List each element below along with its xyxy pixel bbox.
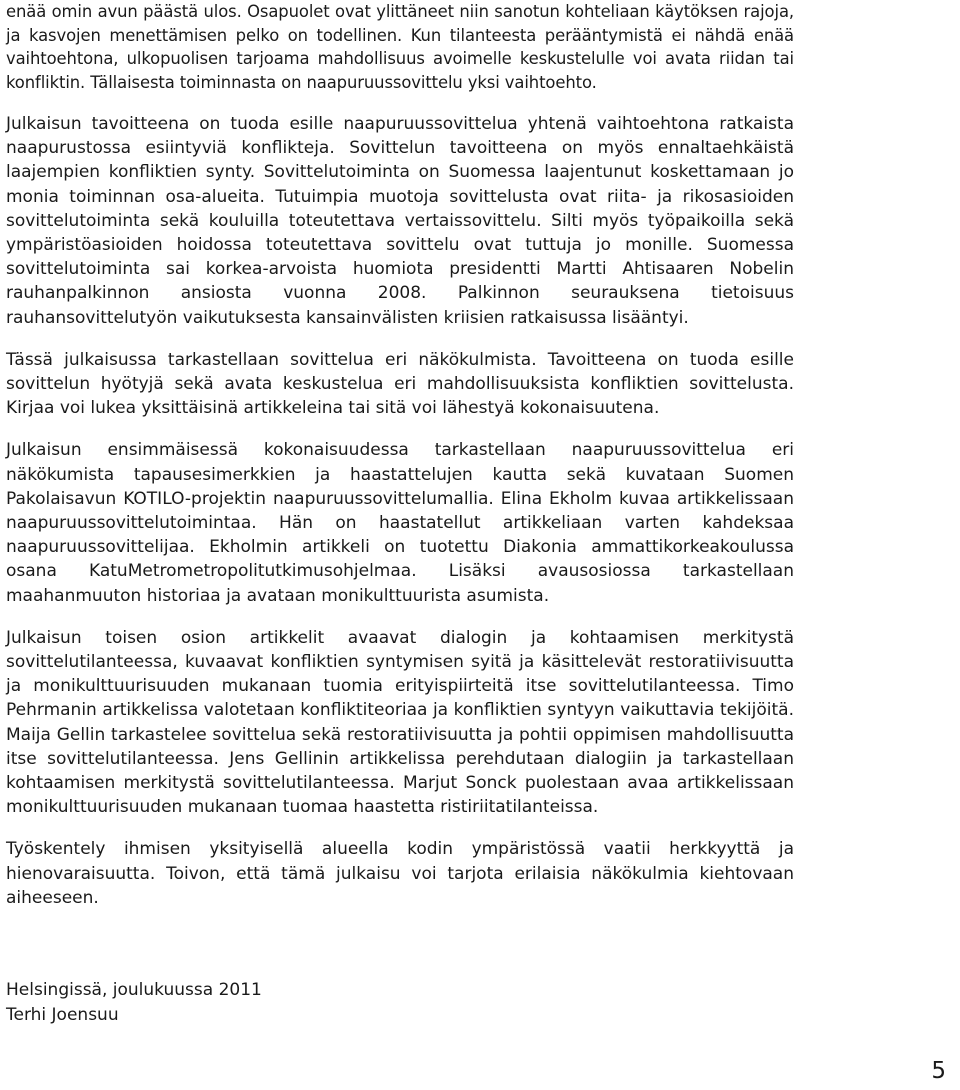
paragraph-gap (6, 330, 794, 348)
document-body (6, 0, 794, 910)
paragraph-closing: Työskentely ihmisen yksityisellä alueella kodin ympäristössä vaatii herkkyyttä ja hienovaraisuutta. Toivon, että tämä julkaisu voi tarjota erilaisia näkökulmia kiehtovaan aiheeseen. (6, 839, 794, 908)
paragraph-purpose: Julkaisun tavoitteena on tuoda esille naapuruussovittelua yhtenä vaihtoehtona ratkaista naapurustossa esiintyviä konflikteja. Sovittelun tavoitteena on myös ennaltaehkäistä laajempien konfliktien synty. Sovittelutoiminta on Suomessa laajentunut koskettamaan jo monia toiminnan osa-alueita. Tutuimpia muotoja sovittelusta ovat riita- ja rikosasioiden sovittelutoiminta sekä kouluilla toteutettava vertaissovittelu. Silti myös työpaikoilla sekä ympäristöasioiden hoidossa toteutettava sovittelu ovat tuttuja jo monille. Suomessa sovittelutoiminta sai korkea-arvoista huomiota presidentti Martti Ahtisaaren Nobelin rauhanpalkinnon ansiosta vuonna 2008. Palkinnon seurauksena tietoisuus rauhansovittelutyön vaikutuksesta kansainvälisten kriisien ratkaisussa lisääntyi. (6, 114, 794, 328)
paragraph-second-part: Julkaisun toisen osion artikkelit avaavat dialogin ja kohtaamisen merkitystä sovittelutilanteessa, kuvaavat konfliktien syntymisen syitä ja käsittelevät restoratiivisuutta ja monikulttuurisuuden mukanaan tuomia erityispiirteitä itse sovittelutilanteessa. Timo Pehrmanin artikkelissa valotetaan konfliktiteoriaa ja konfliktien syntyyn vaikuttavia tekijöitä. Maija Gellin tarkastelee sovittelua sekä restoratiivisuutta ja pohtii oppimisen mahdollisuutta itse sovittelutilanteessa. Jens Gellinin artikkelissa perehdutaan dialogiin ja tarkastellaan kohtaamisen merkitystä sovittelutilanteessa. Marjut Sonck puolestaan avaa artikkelissaan monikulttuurisuuden mukanaan tuomaa haastetta ristiriitatilanteissa. (6, 627, 794, 818)
paragraph-gap (6, 819, 794, 837)
paragraph-perspectives: Tässä julkaisussa tarkastellaan sovittelua eri näkökulmista. Tavoitteena on tuoda esille sovittelun hyötyjä sekä avata keskustelua eri mahdollisuuksista konfliktien sovittelusta. Kirjaa voi lukea yksittäisinä artikkeleina tai sitä voi lähestyä kokonaisuutena. (6, 349, 794, 419)
paragraph-first-part: Julkaisun ensimmäisessä kokonaisuudessa tarkastellaan naapuruussovittelua eri näkökumista tapausesimerkkien ja haastattelujen kautta sekä kuvataan Suomen Pakolaisavun KOTILO-projektin naapuruussovittelumallia. Elina Ekholm kuvaa artikkelissaan naapuruussovittelutoimintaa. Hän on haastatellut artikkeliaan varten kahdeksaa naapuruussovittelijaa. Ekholmin artikkeli on tuotettu Diakonia ammattikorkeakoulussa osana KatuMetrometropolitutkimusohjelmaa. Lisäksi avausosiossa tarkastellaan maahanmuuton historiaa ja avataan monikulttuurista asumista. (6, 440, 794, 606)
paragraph-intro: enää omin avun päästä ulos. Osapuolet ovat ylittäneet niin sanotun kohteliaan käytöksen rajoja, ja kasvojen menettämisen pelko on todellinen. Kun tilanteesta perääntymistä ei nähdä enää vaihtoehtona, ulkopuolisen tarjoama mahdollisuus avoimelle keskustelulle voi avata riidan tai konfliktin. Tällaisesta toiminnasta on naapuruussovittelu yksi vaihtoehto. (6, 2, 794, 92)
signature-place-date: Helsingissä, joulukuussa 2011 (6, 980, 262, 1000)
page-number: 5 (931, 1058, 946, 1084)
signature-block (6, 978, 262, 1027)
paragraph-gap (6, 420, 794, 438)
signature-author: Terhi Joensuu (6, 1004, 119, 1025)
paragraph-gap (6, 94, 794, 112)
paragraph-gap (6, 608, 794, 626)
